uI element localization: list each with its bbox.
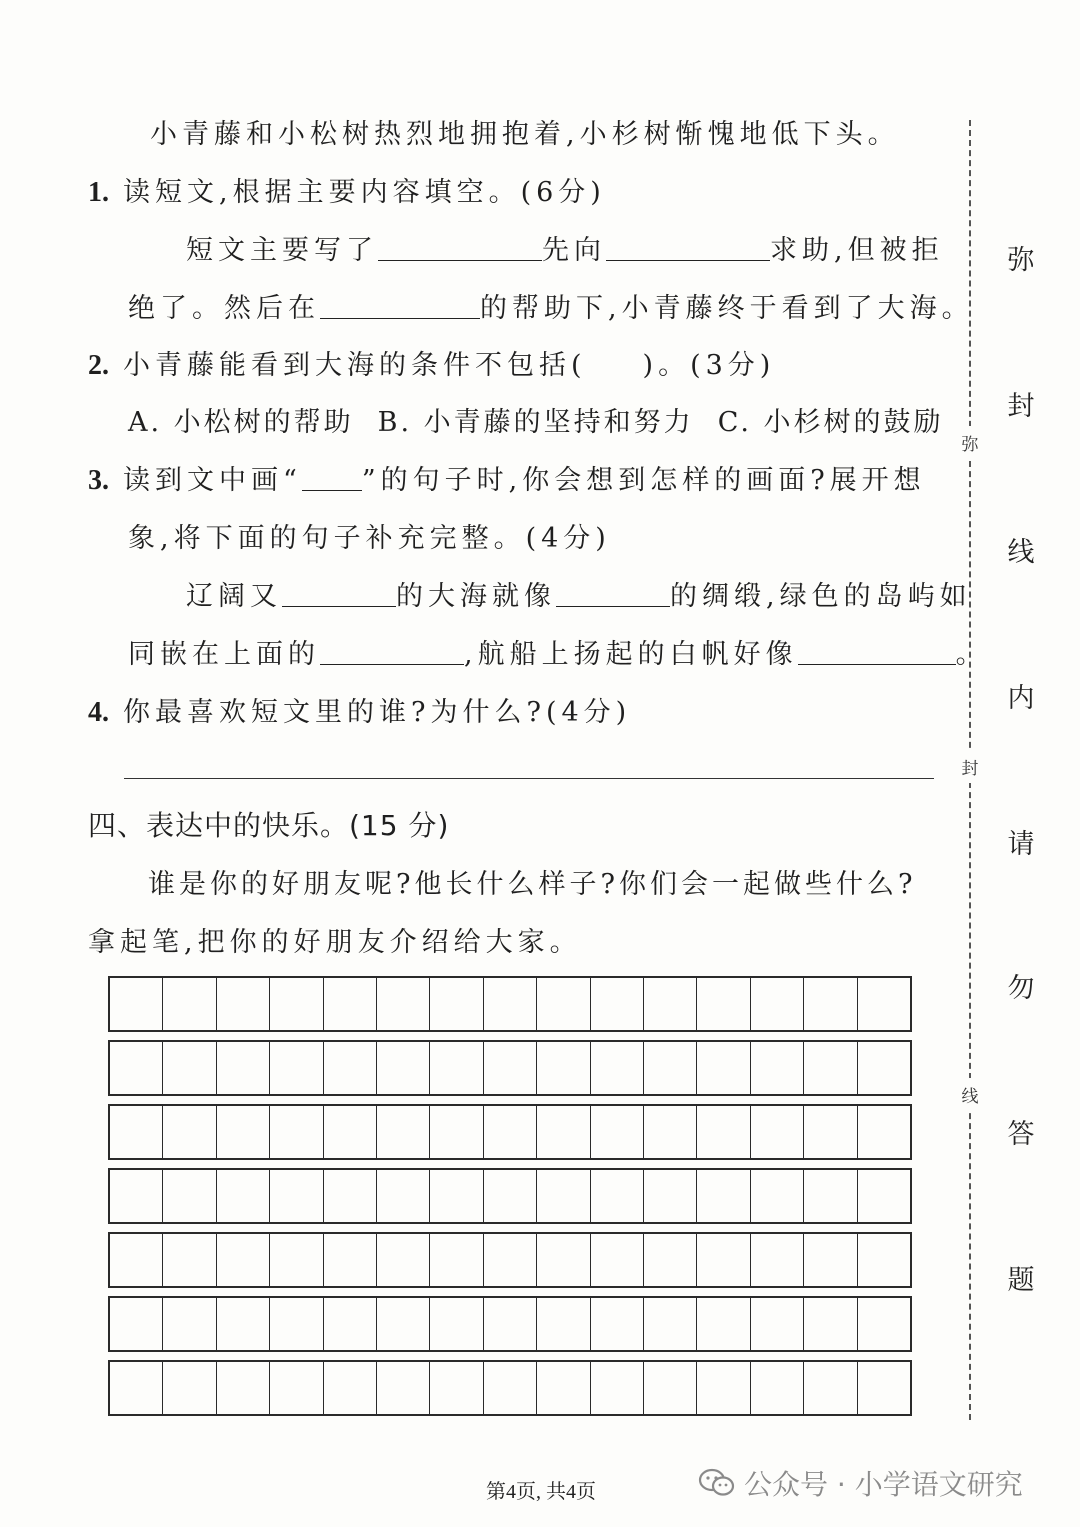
seal-char-big: 答 xyxy=(1007,1119,1035,1150)
fill-text: 求助,但被拒 xyxy=(770,235,944,266)
seal-char-big: 内 xyxy=(1007,683,1035,714)
section-4-title: 四、表达中的快乐。(15 分) xyxy=(88,809,450,842)
grid-cell[interactable] xyxy=(324,1106,377,1158)
grid-cell[interactable] xyxy=(858,1234,910,1286)
grid-row xyxy=(108,1296,912,1352)
question-2-number: 2. xyxy=(88,350,109,381)
grid-cell[interactable] xyxy=(430,1170,483,1222)
grid-row xyxy=(108,1040,912,1096)
question-3-number: 3. xyxy=(88,465,109,496)
grid-cell[interactable] xyxy=(751,978,804,1030)
grid-cell[interactable] xyxy=(377,1170,430,1222)
grid-cell[interactable] xyxy=(697,1170,750,1222)
grid-cell[interactable] xyxy=(163,1234,216,1286)
grid-cell[interactable] xyxy=(217,1298,270,1350)
grid-cell[interactable] xyxy=(804,1298,857,1350)
grid-cell[interactable] xyxy=(484,978,537,1030)
grid-cell[interactable] xyxy=(163,1298,216,1350)
question-1-fill-line-1 xyxy=(186,228,944,267)
fill-text: 的绸缎,绿色的岛屿如 xyxy=(670,581,972,612)
grid-cell[interactable] xyxy=(591,978,644,1030)
grid-cell[interactable] xyxy=(537,1362,590,1414)
question-2-stem-a: 小青藤能看到大海的条件不包括( xyxy=(123,350,587,381)
grid-cell[interactable] xyxy=(324,1298,377,1350)
grid-cell[interactable] xyxy=(270,1298,323,1350)
grid-cell[interactable] xyxy=(324,978,377,1030)
grid-cell[interactable] xyxy=(697,978,750,1030)
grid-cell[interactable] xyxy=(484,1042,537,1094)
answer-blank[interactable] xyxy=(556,580,670,607)
grid-cell[interactable] xyxy=(751,1234,804,1286)
seal-char-big: 弥 xyxy=(1007,245,1035,276)
fill-text: 辽阔又 xyxy=(186,581,282,612)
seal-char-big: 线 xyxy=(1007,537,1035,568)
question-3-stem-b: ”的句子时,你会想到怎样的画面?展开想 xyxy=(361,465,926,496)
grid-cell[interactable] xyxy=(537,1298,590,1350)
grid-cell[interactable] xyxy=(591,1042,644,1094)
grid-cell[interactable] xyxy=(804,978,857,1030)
grid-cell[interactable] xyxy=(110,1298,163,1350)
question-3-fill-line-1 xyxy=(186,574,972,613)
grid-cell[interactable] xyxy=(751,1106,804,1158)
grid-cell[interactable] xyxy=(110,1234,163,1286)
grid-cell[interactable] xyxy=(858,1042,910,1094)
grid-cell[interactable] xyxy=(110,1106,163,1158)
grid-cell[interactable] xyxy=(537,1170,590,1222)
grid-cell[interactable] xyxy=(804,1106,857,1158)
grid-cell[interactable] xyxy=(270,1362,323,1414)
section-4-prompt-line-1: 谁是你的好朋友呢?他长什么样子?你们会一起做些什么? xyxy=(148,869,917,900)
grid-cell[interactable] xyxy=(804,1234,857,1286)
question-2 xyxy=(88,343,775,382)
fill-text: 的大海就像 xyxy=(396,581,556,612)
grid-row xyxy=(108,1168,912,1224)
grid-cell[interactable] xyxy=(217,1042,270,1094)
answer-blank[interactable] xyxy=(378,234,542,261)
page-number: 第4页, 共4页 xyxy=(486,1481,596,1503)
question-3-stem-line-2: 象,将下面的句子补充完整。(4分) xyxy=(128,523,611,554)
grid-cell[interactable] xyxy=(163,978,216,1030)
question-4-stem: 你最喜欢短文里的谁?为什么?(4分) xyxy=(123,697,632,728)
question-4-answer-line[interactable] xyxy=(124,778,934,779)
grid-cell[interactable] xyxy=(537,978,590,1030)
grid-cell[interactable] xyxy=(270,1106,323,1158)
grid-cell[interactable] xyxy=(163,1170,216,1222)
grid-cell[interactable] xyxy=(858,978,910,1030)
grid-cell[interactable] xyxy=(484,1170,537,1222)
grid-cell[interactable] xyxy=(163,1042,216,1094)
grid-cell[interactable] xyxy=(644,1234,697,1286)
answer-blank[interactable] xyxy=(320,638,464,665)
seal-char-big: 题 xyxy=(1007,1265,1035,1296)
grid-cell[interactable] xyxy=(591,1362,644,1414)
answer-blank[interactable] xyxy=(606,234,770,261)
option-b: B. 小青藤的坚持和努力 xyxy=(377,407,694,438)
fill-text: 绝了。然后在 xyxy=(128,293,320,324)
grid-cell[interactable] xyxy=(163,1106,216,1158)
question-3-fill-line-2 xyxy=(128,632,988,671)
grid-cell[interactable] xyxy=(270,978,323,1030)
grid-cell[interactable] xyxy=(217,1362,270,1414)
fill-text: 。 xyxy=(955,639,988,670)
option-c: C. 小杉树的鼓励 xyxy=(717,407,944,438)
question-1 xyxy=(88,170,606,209)
grid-cell[interactable] xyxy=(697,1234,750,1286)
question-3-stem-a: 读到文中画“ xyxy=(123,465,302,496)
answer-blank[interactable] xyxy=(320,292,480,319)
grid-cell[interactable] xyxy=(537,1042,590,1094)
section-4-prompt-line-2: 拿起笔,把你的好朋友介绍给大家。 xyxy=(88,927,582,958)
grid-cell[interactable] xyxy=(110,1170,163,1222)
grid-cell[interactable] xyxy=(751,1170,804,1222)
grid-cell[interactable] xyxy=(644,1042,697,1094)
watermark-text: 公众号 · 小学语文研究 xyxy=(744,1468,1023,1501)
grid-cell[interactable] xyxy=(804,1362,857,1414)
fill-text: 的帮助下,小青藤终于看到了大海。 xyxy=(480,293,974,324)
grid-cell[interactable] xyxy=(377,1298,430,1350)
grid-cell[interactable] xyxy=(697,1362,750,1414)
grid-cell[interactable] xyxy=(430,978,483,1030)
grid-cell[interactable] xyxy=(430,1042,483,1094)
grid-cell[interactable] xyxy=(591,1298,644,1350)
grid-cell[interactable] xyxy=(217,1106,270,1158)
grid-cell[interactable] xyxy=(858,1170,910,1222)
grid-cell[interactable] xyxy=(751,1362,804,1414)
seal-char-small: 封 xyxy=(958,750,982,783)
grid-cell[interactable] xyxy=(858,1298,910,1350)
grid-cell[interactable] xyxy=(644,1298,697,1350)
grid-cell[interactable] xyxy=(644,978,697,1030)
grid-cell[interactable] xyxy=(858,1106,910,1158)
grid-row xyxy=(108,1232,912,1288)
seal-char-big: 勿 xyxy=(1007,973,1035,1004)
seal-char-small: 线 xyxy=(958,1078,982,1111)
grid-cell[interactable] xyxy=(644,1362,697,1414)
grid-cell[interactable] xyxy=(697,1106,750,1158)
grid-cell[interactable] xyxy=(484,1106,537,1158)
grid-cell[interactable] xyxy=(324,1234,377,1286)
grid-cell[interactable] xyxy=(377,1106,430,1158)
grid-cell[interactable] xyxy=(430,1298,483,1350)
grid-cell[interactable] xyxy=(804,1042,857,1094)
question-1-stem: 读短文,根据主要内容填空。(6分) xyxy=(123,177,606,208)
grid-cell[interactable] xyxy=(484,1298,537,1350)
grid-cell[interactable] xyxy=(858,1362,910,1414)
answer-blank[interactable] xyxy=(282,580,396,607)
grid-cell[interactable] xyxy=(324,1362,377,1414)
question-3 xyxy=(88,458,926,497)
grid-cell[interactable] xyxy=(644,1106,697,1158)
grid-cell[interactable] xyxy=(217,1170,270,1222)
grid-cell[interactable] xyxy=(324,1170,377,1222)
question-4 xyxy=(88,690,631,729)
underline-mark xyxy=(302,464,362,491)
answer-blank[interactable] xyxy=(798,638,956,665)
grid-row xyxy=(108,976,912,1032)
grid-cell[interactable] xyxy=(537,1106,590,1158)
grid-cell[interactable] xyxy=(484,1234,537,1286)
question-2-options xyxy=(128,400,944,439)
grid-cell[interactable] xyxy=(377,1362,430,1414)
grid-cell[interactable] xyxy=(430,1234,483,1286)
wechat-icon xyxy=(698,1468,736,1498)
grid-cell[interactable] xyxy=(377,1042,430,1094)
seal-char-small: 弥 xyxy=(958,426,982,459)
grid-cell[interactable] xyxy=(644,1170,697,1222)
question-1-fill-line-2 xyxy=(128,286,974,325)
grid-row xyxy=(108,1104,912,1160)
question-4-number: 4. xyxy=(88,697,109,728)
fill-text: ,航船上扬起的白帆好像 xyxy=(464,639,798,670)
grid-cell[interactable] xyxy=(484,1362,537,1414)
question-2-stem-b: )。(3分) xyxy=(642,350,776,381)
seal-char-big: 封 xyxy=(1007,391,1035,422)
grid-cell[interactable] xyxy=(217,1234,270,1286)
grid-cell[interactable] xyxy=(377,978,430,1030)
option-a: A. 小松树的帮助 xyxy=(128,407,354,438)
grid-cell[interactable] xyxy=(591,1234,644,1286)
grid-cell[interactable] xyxy=(377,1234,430,1286)
grid-cell[interactable] xyxy=(217,978,270,1030)
grid-cell[interactable] xyxy=(324,1042,377,1094)
grid-cell[interactable] xyxy=(537,1234,590,1286)
fill-text: 先向 xyxy=(542,235,606,266)
grid-cell[interactable] xyxy=(163,1362,216,1414)
grid-cell[interactable] xyxy=(270,1234,323,1286)
fill-text: 短文主要写了 xyxy=(186,235,378,266)
watermark xyxy=(698,1463,1023,1503)
grid-cell[interactable] xyxy=(591,1106,644,1158)
grid-row xyxy=(108,1360,912,1416)
grid-cell[interactable] xyxy=(591,1170,644,1222)
grid-cell[interactable] xyxy=(110,1042,163,1094)
grid-cell[interactable] xyxy=(751,1042,804,1094)
passage-last-line: 小青藤和小松树热烈地拥抱着,小杉树惭愧地低下头。 xyxy=(150,119,900,150)
seal-char-big: 请 xyxy=(1007,829,1035,860)
grid-cell[interactable] xyxy=(270,1170,323,1222)
grid-cell[interactable] xyxy=(697,1298,750,1350)
grid-cell[interactable] xyxy=(697,1042,750,1094)
grid-cell[interactable] xyxy=(270,1042,323,1094)
grid-cell[interactable] xyxy=(110,978,163,1030)
question-1-number: 1. xyxy=(88,177,109,208)
fill-text: 同嵌在上面的 xyxy=(128,639,320,670)
grid-cell[interactable] xyxy=(751,1298,804,1350)
grid-cell[interactable] xyxy=(110,1362,163,1414)
grid-cell[interactable] xyxy=(430,1362,483,1414)
grid-cell[interactable] xyxy=(430,1106,483,1158)
grid-cell[interactable] xyxy=(804,1170,857,1222)
